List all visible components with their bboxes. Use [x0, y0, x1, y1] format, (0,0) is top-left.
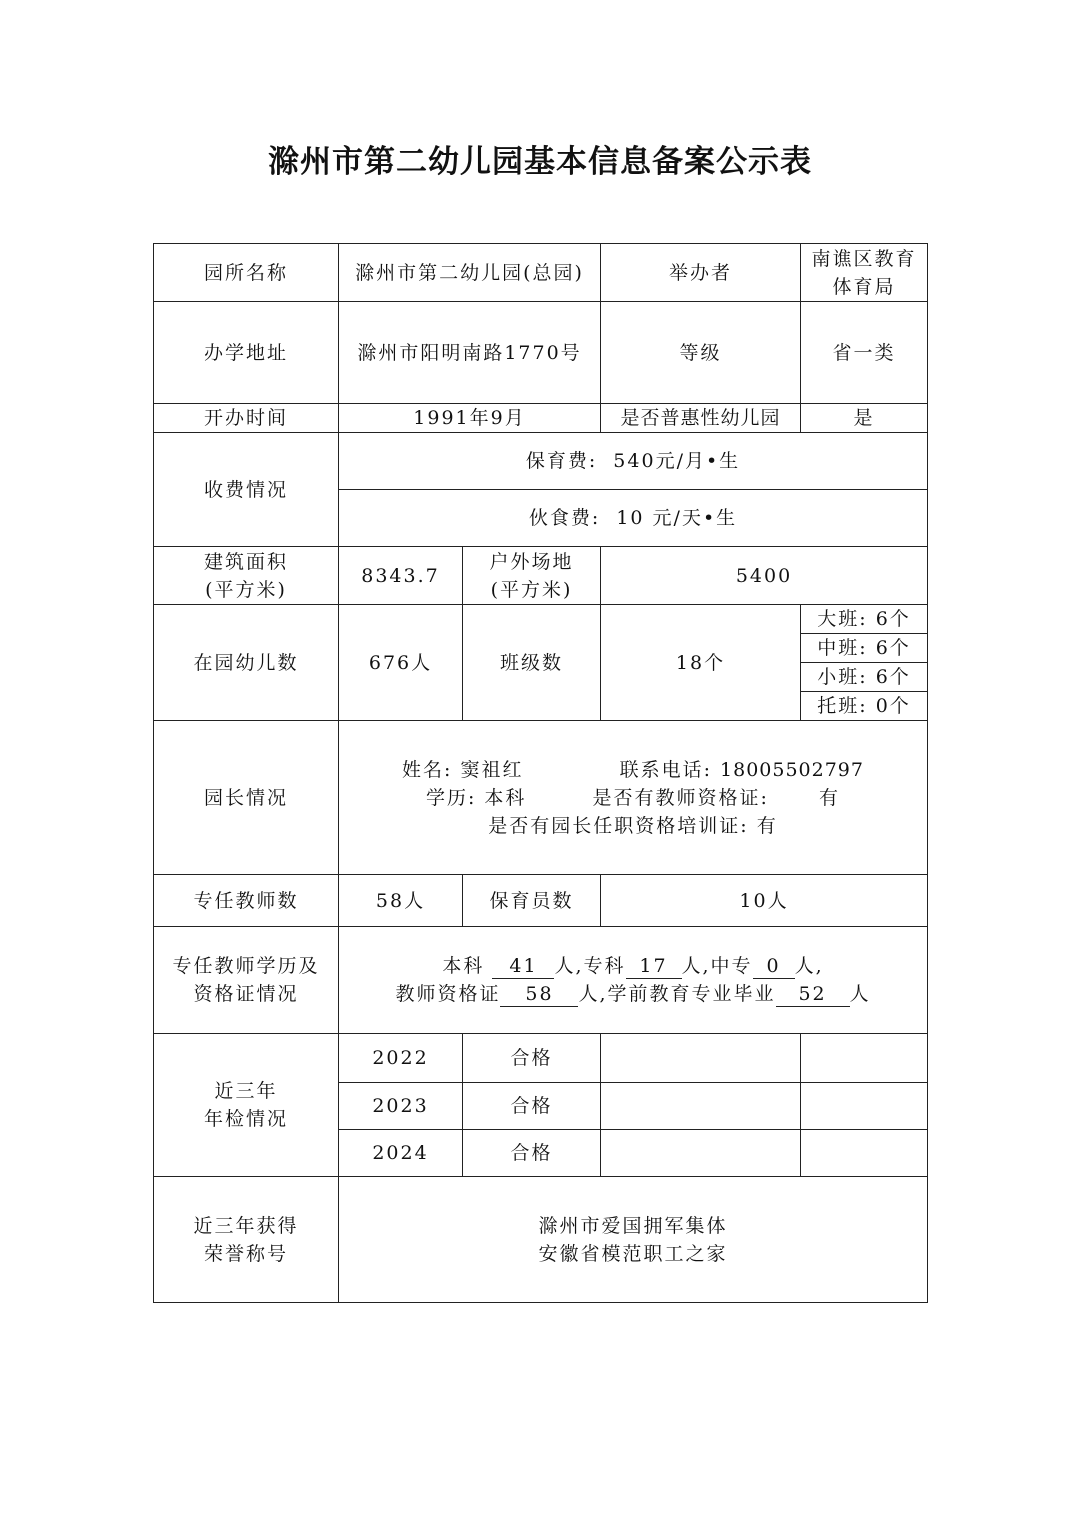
- inspection-blank: [601, 1083, 801, 1130]
- director-cert-label: 是否有教师资格证:: [592, 786, 769, 809]
- director-line-3: [339, 812, 927, 840]
- director-phone-label: 联系电话:: [619, 758, 712, 781]
- page-title: 滁州市第二幼儿园基本信息备案公示表: [268, 144, 812, 180]
- founded-value: 1991年9月: [339, 404, 601, 433]
- name-value: 滁州市第二幼儿园(总园): [339, 244, 601, 302]
- honors-label: [154, 1177, 339, 1303]
- director-edu-value: 本科: [484, 786, 527, 809]
- inspection-year: 2024: [339, 1130, 463, 1177]
- director-training-value: 有: [756, 814, 778, 837]
- row-inspection-1: [154, 1034, 928, 1083]
- fees-label: 收费情况: [154, 433, 339, 547]
- vocational-suffix: 人,: [794, 955, 824, 977]
- building-area-label: [154, 547, 339, 605]
- cert-suffix: 人,学前教育专业毕业: [578, 983, 776, 1005]
- class-breakdown-item: 中班: 6个: [801, 634, 928, 663]
- director-name-label: 姓名:: [402, 758, 453, 781]
- address-label: 办学地址: [154, 302, 339, 404]
- row-staff: [154, 875, 928, 927]
- row-honors: [154, 1177, 928, 1303]
- puhui-label: 是否普惠性幼儿园: [601, 404, 801, 433]
- inspection-year: 2023: [339, 1083, 463, 1130]
- caregivers-label: 保育员数: [463, 875, 601, 927]
- outdoor-area-label-1: 户外场地: [489, 550, 574, 573]
- meal-fee: 伙食费: 10 元/天•生: [339, 490, 928, 547]
- organizer-value: 南谯区教育体育局: [801, 244, 928, 302]
- row-founded: [154, 404, 928, 433]
- address-value: 滁州市阳明南路1770号: [339, 302, 601, 404]
- cert-count: 58: [500, 982, 578, 1007]
- teachers-value: 58人: [339, 875, 463, 927]
- inspection-result: 合格: [463, 1130, 601, 1177]
- row-address: [154, 302, 928, 404]
- row-teacher-education: [154, 927, 928, 1034]
- inspection-label-1: 近三年: [214, 1080, 278, 1102]
- classes-value: 18个: [601, 605, 801, 721]
- class-breakdown-item: 小班: 6个: [801, 663, 928, 692]
- building-area-value: 8343.7: [339, 547, 463, 605]
- teacher-education-line-1: [339, 952, 927, 980]
- inspection-blank: [801, 1083, 928, 1130]
- inspection-blank: [801, 1034, 928, 1083]
- care-fee: 保育费: 540元/月•生: [339, 433, 928, 490]
- puhui-value: 是: [801, 404, 928, 433]
- college-suffix: 人,中专: [681, 955, 753, 977]
- row-fees-1: [154, 433, 928, 490]
- director-line-2: [339, 784, 927, 812]
- cert-prefix: 教师资格证: [395, 983, 501, 1005]
- inspection-result: 合格: [463, 1034, 601, 1083]
- founded-label: 开办时间: [154, 404, 339, 433]
- class-breakdown-item: 托班: 0个: [801, 692, 928, 721]
- honor-item: 滁州市爱国拥军集体: [538, 1214, 728, 1237]
- honors-label-1: 近三年获得: [193, 1214, 299, 1237]
- teacher-education-label: [154, 927, 339, 1034]
- inspection-blank: [601, 1034, 801, 1083]
- teachers-label: 专任教师数: [154, 875, 339, 927]
- bachelor-count: 41: [492, 954, 554, 979]
- class-breakdown-item: 大班: 6个: [801, 605, 928, 634]
- bachelor-suffix: 人,专科: [554, 955, 626, 977]
- bachelor-prefix: 本科: [442, 955, 485, 977]
- inspection-year: 2022: [339, 1034, 463, 1083]
- teacher-education-line-2: [339, 980, 927, 1008]
- honors-list: [339, 1177, 928, 1303]
- row-area: [154, 547, 928, 605]
- director-name-value: 窦祖红: [460, 758, 524, 781]
- director-cert-value: 有: [819, 786, 841, 809]
- building-area-label-2: (平方米): [205, 578, 287, 601]
- classes-label: 班级数: [463, 605, 601, 721]
- info-table: [153, 243, 928, 1303]
- row-children-1: [154, 605, 928, 634]
- honor-item: 安徽省模范职工之家: [538, 1242, 728, 1265]
- teacher-education-label-2: 资格证情况: [193, 983, 299, 1005]
- honors-label-2: 荣誉称号: [203, 1242, 288, 1265]
- grade-label: 等级: [601, 302, 801, 404]
- director-phone-value: 18005502797: [720, 758, 864, 781]
- building-area-label-1: 建筑面积: [203, 550, 288, 573]
- children-value: 676人: [339, 605, 463, 721]
- inspection-blank: [601, 1130, 801, 1177]
- grade-value: 省一类: [801, 302, 928, 404]
- organizer-label: 举办者: [601, 244, 801, 302]
- preschool-count: 52: [776, 982, 850, 1007]
- name-label: 园所名称: [154, 244, 339, 302]
- preschool-suffix: 人: [849, 983, 871, 1005]
- director-label: 园长情况: [154, 721, 339, 875]
- caregivers-value: 10人: [601, 875, 928, 927]
- director-line-1: [339, 756, 927, 784]
- row-director: [154, 721, 928, 875]
- outdoor-area-label-2: (平方米): [490, 578, 573, 601]
- college-count: 17: [626, 954, 682, 979]
- director-info: [339, 721, 928, 875]
- inspection-label: [154, 1034, 339, 1177]
- inspection-blank: [801, 1130, 928, 1177]
- inspection-result: 合格: [463, 1083, 601, 1130]
- row-name: [154, 244, 928, 302]
- teacher-education-label-1: 专任教师学历及: [172, 955, 320, 977]
- director-training-label: 是否有园长任职资格培训证:: [488, 814, 749, 837]
- outdoor-area-label: [463, 547, 601, 605]
- teacher-education-info: [339, 927, 928, 1034]
- vocational-count: 0: [753, 954, 795, 979]
- outdoor-area-value: 5400: [601, 547, 928, 605]
- children-label: 在园幼儿数: [154, 605, 339, 721]
- director-edu-label: 学历:: [425, 786, 477, 809]
- inspection-label-2: 年检情况: [203, 1108, 288, 1130]
